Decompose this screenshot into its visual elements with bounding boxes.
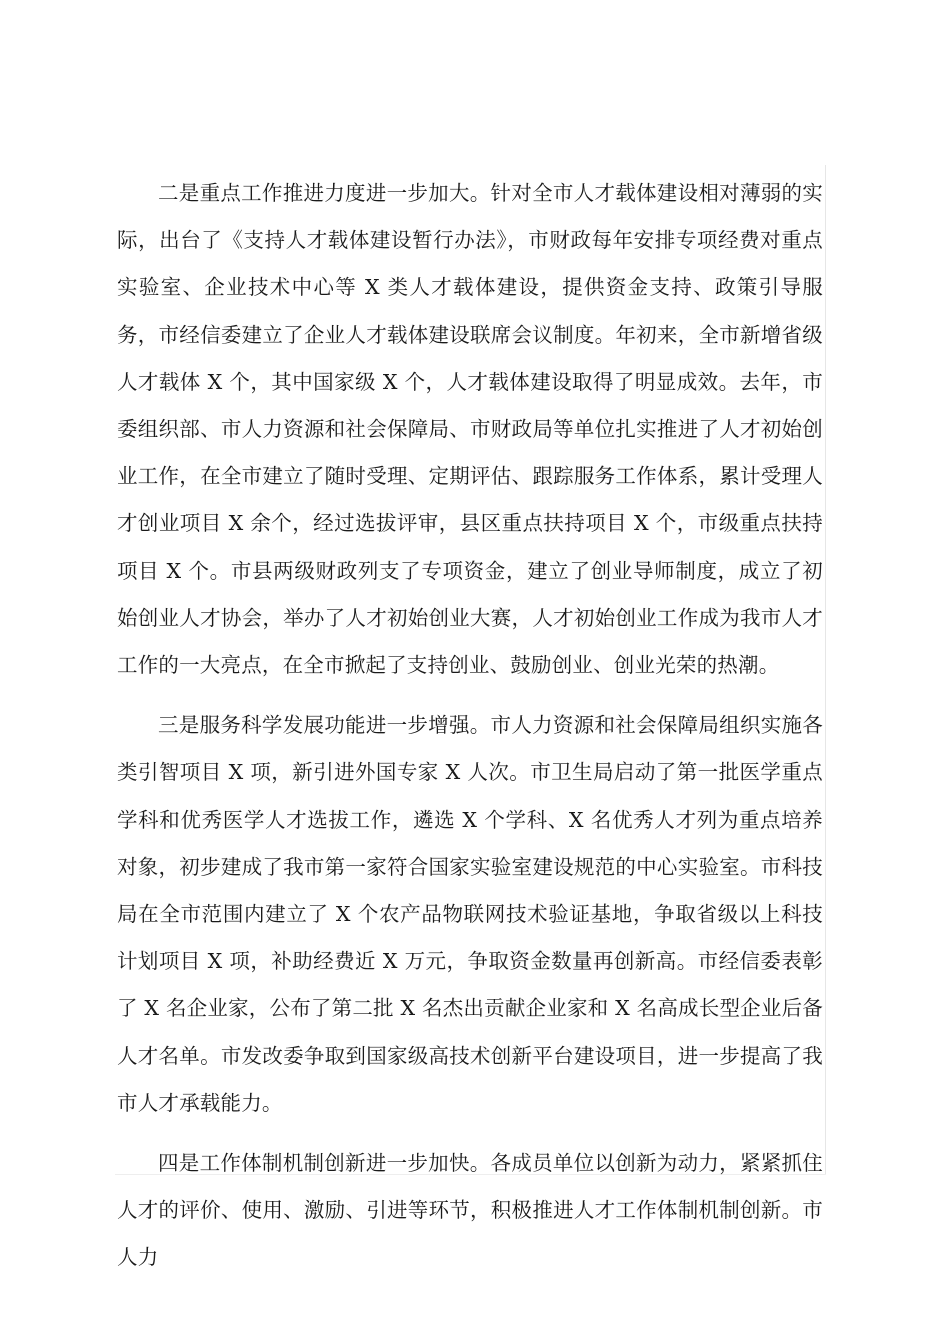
paragraph-key-work-progress: 二是重点工作推进力度进一步加大。针对全市人才载体建设相对薄弱的实际，出台了《支持人才载体建设暂行办法》，市财政每年安排专项经费对重点实验室、企业技术中心等 X 类人才载体建设，提供资金支持、政策引导服务，市经信委建立了企业人才载体建设联席会议制度。年初来，全市新增省级人才载体 X 个，其中国家级 X 个，人才载体建设取得了明显成效。去年，市委组织部、市人力资源和社会保障局、市财政局等单位扎实推进了人才初始创业工作，在全市建立了随时受理、定期评估、跟踪服务工作体系，累计受理人才创业项目 X 余个，经过选拔评审，县区重点扶持项目 X 个，市级重点扶持项目 X 个。市县两级财政列支了专项资金，建立了创业导师制度，成立了初始创业人才协会，举办了人才初始创业大赛，人才初始创业工作成为我市人才工作的一大亮点，在全市掀起了支持创业、鼓励创业、创业光荣的热潮。 xyxy=(117,181,823,678)
paragraph-mechanism-innovation: 四是工作体制机制创新进一步加快。各成员单位以创新为动力，紧紧抓住人才的评价、使用、激励、引进等环节，积极推进人才工作体制机制创新。市人力 xyxy=(117,1151,823,1270)
document-body xyxy=(117,170,823,1282)
page-edge-right xyxy=(825,165,826,1175)
paragraph-service-development: 三是服务科学发展功能进一步增强。市人力资源和社会保障局组织实施各类引智项目 X 项，新引进外国专家 X 人次。市卫生局启动了第一批医学重点学科和优秀医学人才选拔工作，遴选 X 个学科、X 名优秀人才列为重点培养对象，初步建成了我市第一家符合国家实验室建设规范的中心实验室。市科技局在全市范围内建立了 X 个农产品物联网技术验证基地，争取省级以上科技计划项目 X 项，补助经费近 X 万元，争取资金数量再创新高。市经信委表彰了 X 名企业家，公布了第二批 X 名杰出贡献企业家和 X 名高成长型企业后备人才名单。市发改委争取到国家级高技术创新平台建设项目，进一步提高了我市人才承载能力。 xyxy=(117,713,823,1115)
